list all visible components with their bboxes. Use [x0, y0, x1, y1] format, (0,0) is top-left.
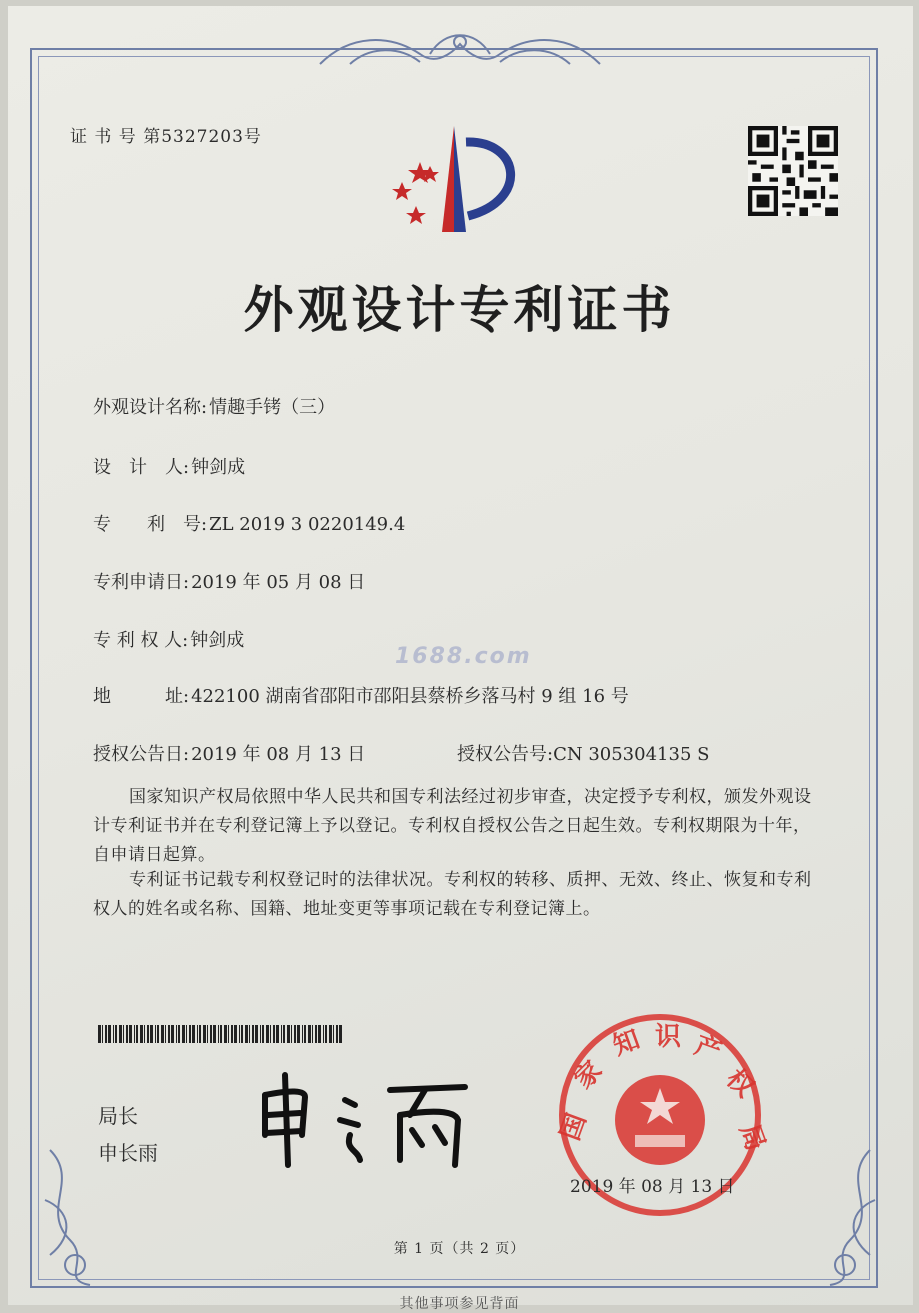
watermark-text: 1688.com: [395, 644, 532, 669]
cnipa-logo-icon: [380, 120, 530, 240]
patent-no-value: ZL 2019 3 0220149.4: [209, 514, 406, 535]
address-value: 422100 湖南省邵阳市邵阳县蔡桥乡落马村 9 组 16 号: [191, 686, 629, 707]
director-signature-icon: [250, 1065, 480, 1175]
filing-date-label: 专利申请日:: [93, 572, 190, 593]
certificate-number: 证 书 号 第5327203号: [70, 127, 262, 147]
paragraph-grant: 国家知识产权局依照中华人民共和国专利法经过初步审查，决定授予专利权，颁发外观设计专利证书并在专利登记簿上予以登记。专利权自授权公告之日起生效。专利权期限为十年，自申请日起算。: [93, 787, 812, 865]
grant-date-value: 2019 年 08 月 13 日: [191, 744, 366, 765]
director-title: 局长: [98, 1104, 138, 1128]
bottom-right-ornament-icon: [800, 1140, 890, 1290]
patentee-row: [93, 626, 244, 652]
svg-text:识: 识: [655, 1022, 682, 1052]
svg-text:知: 知: [609, 1024, 644, 1062]
svg-text:产: 产: [690, 1030, 726, 1068]
filing-date-value: 2019 年 05 月 08 日: [191, 572, 366, 593]
svg-text:国: 国: [555, 1109, 593, 1145]
seal-date: 2019 年 08 月 13 日: [570, 1177, 735, 1197]
filing-date-row: [93, 568, 365, 594]
patentee-label: 专 利 权 人:: [93, 630, 189, 651]
patent-no-label: 专 利 号:: [93, 514, 208, 535]
qr-code-icon: [748, 126, 838, 216]
patentee-value: 钟剑成: [190, 630, 245, 651]
certificate-title: 外观设计专利证书: [243, 281, 676, 339]
grant-date-label: 授权公告日:: [93, 744, 190, 765]
page-indicator: 第 1 页（共 2 页）: [393, 1241, 526, 1257]
designer-value: 钟剑成: [191, 457, 246, 478]
director-name: 申长雨: [98, 1141, 158, 1165]
design-name-row: [93, 393, 335, 419]
svg-text:局: 局: [733, 1120, 771, 1155]
address-row: [93, 682, 629, 708]
grant-no-label: 授权公告号:: [457, 744, 554, 765]
design-name-label: 外观设计名称:: [93, 397, 208, 418]
patent-no-row: [93, 510, 405, 536]
designer-label: 设 计 人:: [93, 457, 190, 478]
bottom-note: 其他事项参见背面: [399, 1296, 520, 1312]
address-label: 地 址:: [93, 686, 190, 707]
grant-date-row: [93, 740, 365, 766]
svg-text:权: 权: [720, 1063, 760, 1104]
top-ornament-icon: [310, 24, 610, 84]
paragraph-legal-status: 专利证书记载专利权登记时的法律状况。专利权的转移、质押、无效、终止、恢复和专利权人的姓名或名称、国籍、地址变更等事项记载在专利登记簿上。: [93, 870, 812, 919]
design-name-value: 情趣手铐（三）: [209, 397, 336, 418]
svg-text:家: 家: [568, 1055, 609, 1095]
grant-no-row: [457, 740, 709, 766]
designer-row: [93, 453, 245, 479]
barcode-icon: [98, 1025, 344, 1043]
grant-no-value: CN 305304135 S: [553, 744, 710, 765]
